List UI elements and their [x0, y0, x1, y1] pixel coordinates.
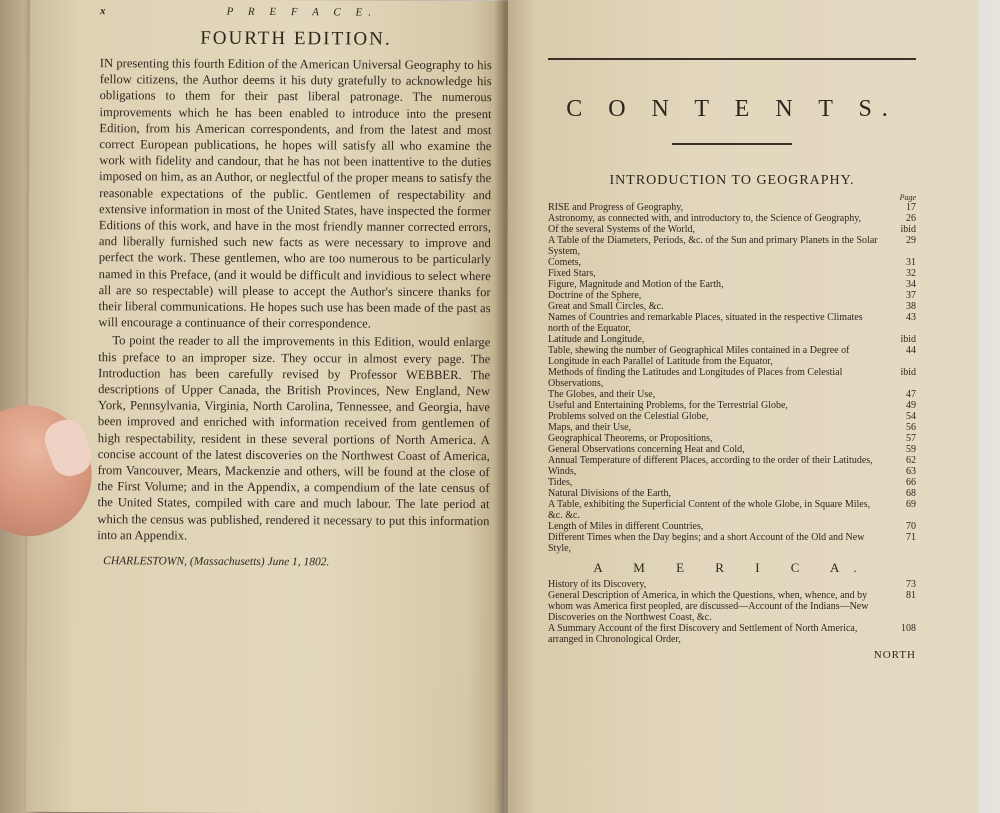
toc-entry-title: Of the several Systems of the World, — [548, 224, 696, 235]
toc-entry-page: 49 — [906, 400, 916, 411]
toc-entry — [548, 422, 916, 433]
running-head — [100, 5, 492, 19]
toc-entry-page: ibid — [900, 334, 916, 345]
toc-entry-title: Doctrine of the Sphere, — [548, 290, 642, 301]
toc-entry-title: Useful and Entertaining Problems, for the Terrestrial Globe, — [548, 400, 788, 411]
toc-entry-page: 44 — [906, 345, 916, 356]
toc-entry — [548, 202, 916, 213]
toc-entry-title: Natural Divisions of the Earth, — [548, 488, 672, 499]
toc-entry-title: Tides, — [548, 477, 573, 488]
toc-entry-title: Different Times when the Day begins; and a short Account of the Old and New Style, — [548, 532, 865, 554]
toc-entry-title: Length of Miles in different Countries, — [548, 521, 704, 532]
preface-paragraph: IN presenting this fourth Edition of the American Universal Geography to his fellow citizens, the Author deems it his duty gratefully to acknowledge his obligations to them for their past liberal patronage. The numerous improvements which he has been enabled to introduce into the present Edition, from his American correspondents, and from the latest and most correct European publications, he hopes will satisfy all who examine the work with fidelity and candour, that he has not been inattentive to the duties imposed on him, as an Author, or neglectful of the proper means to satisfy the reasonable expectations of the public. Gentlemen of respectability and extensive information in most of the United States, have inspected the former Editions of this work, and have in the most friendly manner corrected errors, and liberally furnished such new facts as were necessary to improve and perfect the work. These gentlemen, who are too numerous to be particularly named in this Preface, (and it would be difficult and invidious to select where all are so respectable) will please to accept the Author's sincere thanks for their liberal communications. He hopes such use has been made of the past as will encourage a continuance of their correspondence. — [98, 56, 492, 331]
page-column-label: Page — [899, 193, 916, 202]
toc-entry — [548, 455, 916, 466]
toc-entry-page: 108 — [901, 623, 916, 634]
right-page — [508, 0, 978, 813]
catchword: NORTH — [873, 649, 916, 661]
toc-entry-title: Latitude and Longitude, — [548, 334, 645, 345]
toc-entry-page: 66 — [906, 477, 916, 488]
toc-entry-page: 38 — [906, 301, 916, 312]
toc-entry-page: 54 — [906, 411, 916, 422]
toc-entry-page: ibid — [900, 367, 916, 378]
toc-entry-page: 17 — [906, 202, 916, 213]
toc-entry-page: 69 — [906, 499, 916, 510]
toc-entry-page: 59 — [906, 444, 916, 455]
toc-entry-title: Great and Small Circles, &c. — [548, 301, 664, 312]
toc-entry-title: General Observations concerning Heat and Cold, — [548, 444, 745, 455]
toc-entry-title: Table, shewing the number of Geographical Miles contained in a Degree of Longitude in each Parallel of Latitude from the Equator, — [548, 345, 850, 367]
toc-entry-page: 31 — [906, 257, 916, 268]
toc-entry-page: 62 — [906, 455, 916, 466]
intro-title: INTRODUCTION TO GEOGRAPHY. — [609, 173, 855, 188]
america-heading: A M E R I C A. — [593, 560, 871, 575]
toc-entry — [548, 279, 916, 290]
toc-entry — [548, 235, 916, 257]
toc-entry-page: 37 — [906, 290, 916, 301]
toc-entry-page: 73 — [906, 579, 916, 590]
toc-entry-page: 70 — [906, 521, 916, 532]
toc-entry — [548, 488, 916, 499]
toc-entry — [548, 290, 916, 301]
toc-entry — [548, 400, 916, 411]
toc-entry-title: Fixed Stars, — [548, 268, 596, 279]
toc-entry-title: Annual Temperature of different Places, according to the order of their Latitudes, — [548, 455, 873, 466]
toc-entry-title: Names of Countries and remarkable Places, situated in the respective Climates north of the Equator, — [548, 312, 863, 334]
edition-title: FOURTH EDITION. — [200, 27, 392, 50]
toc-entry-title: Methods of finding the Latitudes and Longitudes of Places from Celestial Observations, — [548, 367, 843, 389]
toc-entry — [548, 521, 916, 532]
toc-entry-title: A Table of the Diameters, Periods, &c. of the Sun and primary Planets in the Solar System, — [548, 235, 878, 257]
toc-entry — [548, 213, 916, 224]
ornament-rule — [672, 143, 792, 145]
toc-entry — [548, 224, 916, 235]
toc-entry-title: Geographical Theorems, or Propositions, — [548, 433, 713, 444]
toc-entry — [548, 301, 916, 312]
toc-entry-page: 34 — [906, 279, 916, 290]
toc-entry-page: 43 — [906, 312, 916, 323]
toc-entry-page: 71 — [906, 532, 916, 543]
toc-entry — [548, 312, 916, 334]
running-head-title: P R E F A C E. — [226, 5, 378, 19]
toc-entry-title: Comets, — [548, 257, 582, 268]
toc-list-introduction — [548, 202, 916, 554]
toc-entry-page: 47 — [906, 389, 916, 400]
page-number: x — [100, 5, 112, 18]
toc-entry-title: The Globes, and their Use, — [548, 389, 656, 400]
toc-entry — [548, 466, 916, 477]
contents-title: C O N T E N T S. — [566, 96, 898, 122]
top-rule — [548, 58, 916, 60]
toc-entry — [548, 579, 916, 590]
toc-entry-title: Maps, and their Use, — [548, 422, 632, 433]
toc-entry — [548, 444, 916, 455]
toc-entry-title: General Description of America, in which the Questions, when, whence, and by whom was America first peopled, are discussed—Account of the Indians—New Discoveries on the Northwest Coast, &c. — [548, 590, 869, 623]
toc-entry-title: A Table, exhibiting the Superficial Content of the whole Globe, in Square Miles, &c. &c. — [548, 499, 871, 521]
toc-entry-page: 32 — [906, 268, 916, 279]
toc-entry-title: RISE and Progress of Geography, — [548, 202, 684, 213]
toc-entry-page: 68 — [906, 488, 916, 499]
toc-entry-title: Astronomy, as connected with, and introductory to, the Science of Geography, — [548, 213, 862, 224]
toc-entry — [548, 334, 916, 345]
toc-entry — [548, 268, 916, 279]
toc-entry-page: 81 — [906, 590, 916, 601]
toc-entry — [548, 623, 916, 645]
toc-entry — [548, 345, 916, 367]
toc-entry — [548, 477, 916, 488]
toc-entry — [548, 532, 916, 554]
toc-entry-page: 57 — [906, 433, 916, 444]
toc-entry — [548, 389, 916, 400]
toc-entry-page: 29 — [906, 235, 916, 246]
toc-entry-title: A Summary Account of the first Discovery and Settlement of North America, arranged in Chronological Order, — [548, 623, 858, 645]
toc-entry — [548, 433, 916, 444]
toc-entry — [548, 411, 916, 422]
left-page — [26, 0, 508, 813]
preface-paragraph: To point the reader to all the improvements in this Edition, would enlarge this preface to an improper size. They occur in almost every page. The Introduction has been carefully revised by Professor WEBBER. The descriptions of Upper Canada, the British Provinces, New England, New York, Pennsylvania, Virginia, North Carolina, Tennessee, and Georgia, have been improved and enriched with information received from gentlemen of high respectability, resident in these several portions of North America. A concise account of the latest discoveries on the Northwest Coast of America, from Vancouver, Mears, Mackenzie and others, will be found at the close of the First Volume; and in the Appendix, a compendium of the late census of the United States, compiled with care and much labour. The late period at which the census was published, rendered it necessary to put this information into an Appendix. — [97, 333, 491, 543]
toc-entry — [548, 499, 916, 521]
toc-list-america — [548, 579, 916, 645]
toc-entry-page: 56 — [906, 422, 916, 433]
toc-entry-page: ibid — [900, 224, 916, 235]
toc-entry-page: 63 — [906, 466, 916, 477]
toc-entry — [548, 590, 916, 623]
toc-entry-page: 26 — [906, 213, 916, 224]
toc-entry-title: Problems solved on the Celestial Globe, — [548, 411, 709, 422]
toc-entry-title: Winds, — [548, 466, 577, 477]
preface-signature: CHARLESTOWN, (Massachusetts) June 1, 1802. — [103, 555, 330, 569]
toc-entry — [548, 257, 916, 268]
toc-entry — [548, 367, 916, 389]
toc-entry-title: Figure, Magnitude and Motion of the Earth, — [548, 279, 724, 290]
toc-entry-title: History of its Discovery, — [548, 579, 647, 590]
